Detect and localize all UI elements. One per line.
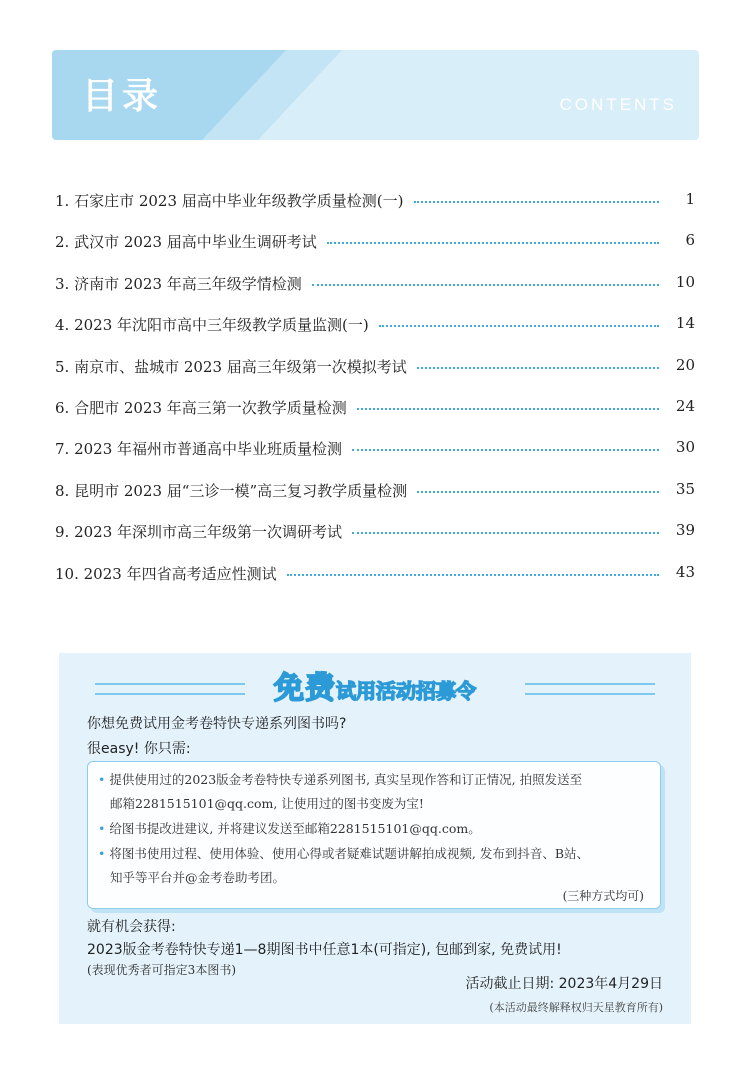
toc-leader-dots (417, 491, 659, 493)
toc-leader-dots (312, 284, 659, 286)
toc-leader-dots (357, 408, 659, 410)
toc-entry[interactable] (55, 273, 695, 314)
toc-entry[interactable] (55, 314, 695, 355)
bullet-icon: • (98, 772, 106, 787)
step-2: • 给图书提改进建议, 并将建议发送至邮箱2281515101@qq.com。 (98, 821, 481, 836)
toc-entry-title: 8. 昆明市 2023 届“三诊一模”高三复习教学质量检测 (55, 480, 417, 501)
promo-heading (59, 663, 691, 707)
toc-entry-title: 5. 南京市、盐城市 2023 届高三年级第一次模拟考试 (55, 356, 417, 377)
toc-leader-dots (352, 532, 659, 534)
rights-note: (本活动最终解释权归天星教育所有) (489, 1001, 663, 1014)
toc-entry-title: 6. 合肥市 2023 年高三第一次教学质量检测 (55, 397, 357, 418)
page-subtitle-en: CONTENTS (559, 95, 677, 114)
promo-heading-small: 试用活动招募令 (336, 679, 476, 703)
promo-heading-big: 免费 (274, 671, 336, 706)
gain-title: 就有机会获得: (87, 919, 176, 935)
deadline: 活动截止日期: 2023年4月29日 (465, 976, 663, 992)
toc-entry-page: 24 (675, 396, 695, 415)
step-3-line-1: • 将图书使用过程、使用体验、使用心得或者疑难试题讲解拍成视频, 发布到抖音、B站、 (98, 846, 590, 861)
toc-entry[interactable] (55, 231, 695, 272)
toc-entry-page: 6 (685, 231, 695, 250)
promo-question: 你想免费试用金考卷特快专递系列图书吗? (87, 716, 347, 732)
toc-entry-page: 39 (675, 521, 695, 540)
ways-note: (三种方式均可) (562, 889, 644, 903)
toc-entry[interactable] (55, 438, 695, 479)
toc-entry-title: 2. 武汉市 2023 届高中毕业生调研考试 (55, 231, 327, 252)
step-1-line-1: • 提供使用过的2023版金考卷特快专递系列图书, 真实呈现作答和订正情况, 拍照发送至 (98, 772, 583, 787)
toc-entry-page: 43 (675, 562, 695, 581)
toc-entry-page: 14 (675, 314, 695, 333)
toc-entry-title: 1. 石家庄市 2023 届高中毕业年级教学质量检测(一) (55, 190, 414, 211)
page-title: 目录 (82, 76, 163, 117)
toc-leader-dots (287, 574, 659, 576)
toc-entry-page: 10 (675, 272, 695, 291)
toc-entry-title: 10. 2023 年四省高考适应性测试 (55, 563, 287, 584)
table-of-contents (55, 190, 695, 604)
toc-entry-page: 20 (675, 355, 695, 374)
toc-entry-title: 4. 2023 年沈阳市高中三年级教学质量监测(一) (55, 314, 379, 335)
bullet-icon: • (98, 821, 106, 836)
toc-leader-dots (417, 367, 659, 369)
toc-leader-dots (414, 201, 660, 203)
toc-entry-title: 7. 2023 年福州市普通高中毕业班质量检测 (55, 438, 352, 459)
gain-note: (表现优秀者可指定3本图书) (87, 963, 236, 977)
toc-entry-page: 30 (675, 438, 695, 457)
step-1-line-2: 邮箱2281515101@qq.com, 让使用过的图书变废为宝! (110, 796, 424, 811)
steps-box (87, 761, 661, 909)
toc-entry[interactable] (55, 563, 695, 604)
toc-leader-dots (379, 325, 659, 327)
promo-easy-line: 很easy! 你只需: (87, 741, 191, 757)
toc-entry[interactable] (55, 190, 695, 231)
toc-entry[interactable] (55, 521, 695, 562)
toc-entry[interactable] (55, 480, 695, 521)
bullet-icon: • (98, 846, 106, 861)
contents-header (52, 50, 699, 140)
trial-promo-panel (59, 653, 691, 1024)
step-3-line-2: 知乎等平台并@金考卷助考团。 (110, 870, 286, 885)
toc-leader-dots (352, 449, 659, 451)
toc-entry-page: 1 (685, 190, 695, 208)
toc-entry[interactable] (55, 397, 695, 438)
toc-entry-title: 9. 2023 年深圳市高三年级第一次调研考试 (55, 521, 352, 542)
toc-entry[interactable] (55, 356, 695, 397)
toc-entry-page: 35 (675, 479, 695, 498)
toc-entry-title: 3. 济南市 2023 年高三年级学情检测 (55, 273, 312, 294)
gain-detail: 2023版金考卷特快专递1—8期图书中任意1本(可指定), 包邮到家, 免费试用! (87, 942, 562, 958)
toc-leader-dots (327, 242, 659, 244)
